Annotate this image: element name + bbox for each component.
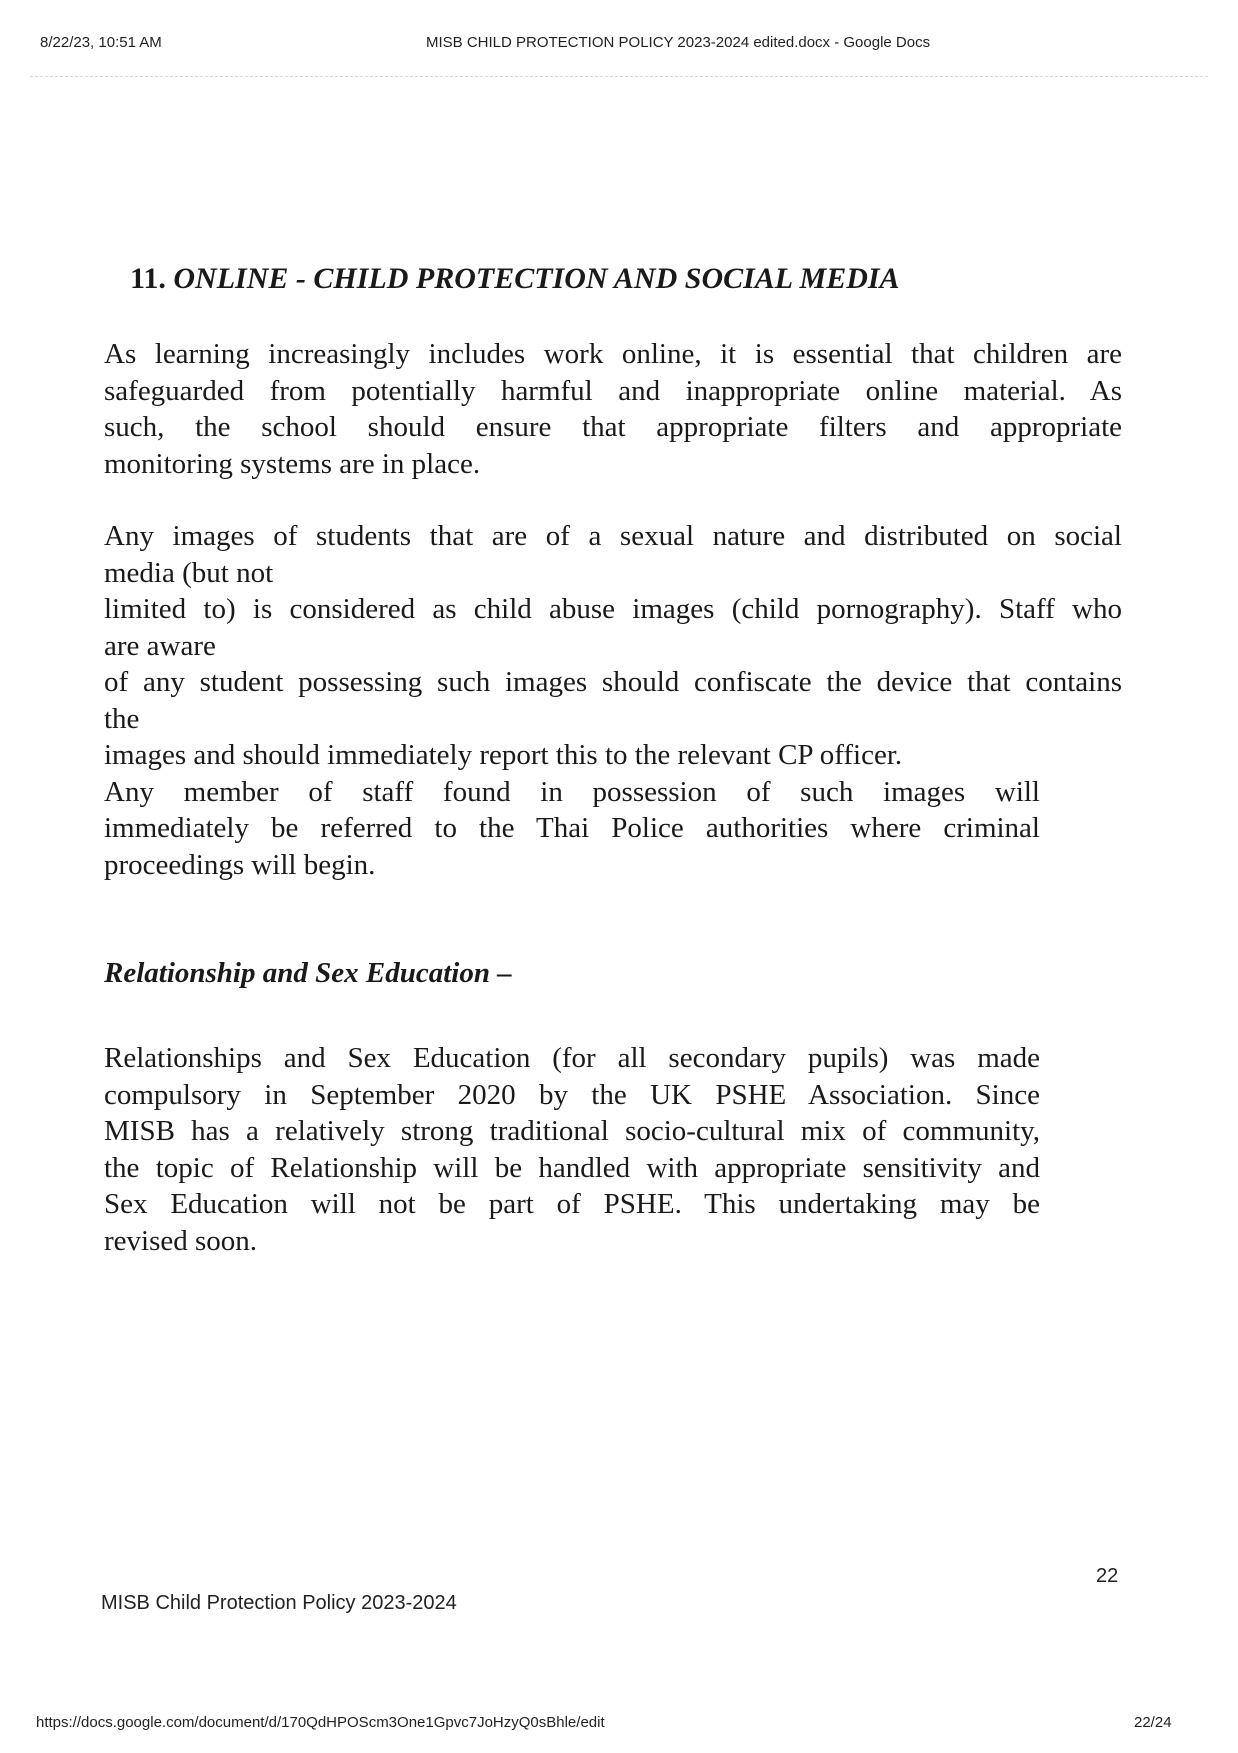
text-line: the	[104, 702, 140, 735]
text-line: As learning increasingly includes work online, it is essential that children are	[104, 338, 1122, 370]
text-line: Any images of students that are of a sexual nature and distributed on social	[104, 520, 1122, 552]
text-line: compulsory in September 2020 by the UK PSHE Association. Since	[104, 1078, 1040, 1111]
print-url: https://docs.google.com/document/d/170QdHPOScm3One1Gpvc7JoHzyQ0sBhle/edit	[36, 1714, 605, 1731]
text-line: media (but not	[104, 556, 274, 589]
section-number: 11.	[130, 262, 166, 295]
page-number: 22	[1096, 1565, 1119, 1587]
text-line: Any member of staff found in possession of such images will	[104, 775, 1040, 808]
text-line: are aware	[104, 629, 216, 662]
paragraph-rse	[104, 1040, 1040, 1259]
text-line: monitoring systems are in place.	[104, 447, 481, 480]
text-line: Relationships and Sex Education (for all secondary pupils) was made	[104, 1042, 1040, 1074]
text-line: immediately be referred to the Thai Police authorities where criminal	[104, 812, 1040, 844]
text-line: the topic of Relationship will be handled with appropriate sensitivity and	[104, 1151, 1040, 1184]
section-title: ONLINE - CHILD PROTECTION AND SOCIAL MEDIA	[173, 262, 900, 295]
section-heading	[130, 262, 900, 296]
text-line: Sex Education will not be part of PSHE. This undertaking may be	[104, 1188, 1040, 1220]
text-line: MISB has a relatively strong traditional socio-cultural mix of community,	[104, 1115, 1040, 1147]
text-line: proceedings will begin.	[104, 848, 376, 881]
print-page-title: MISB CHILD PROTECTION POLICY 2023-2024 edited.docx - Google Docs	[426, 34, 931, 51]
header-divider	[30, 76, 1208, 77]
text-line: safeguarded from potentially harmful and inappropriate online material. As	[104, 374, 1122, 407]
text-line: limited to) is considered as child abuse images (child pornography). Staff who	[104, 593, 1122, 625]
print-datetime: 8/22/23, 10:51 AM	[40, 34, 162, 51]
print-page-counter: 22/24	[1134, 1714, 1172, 1731]
footer-document-title: MISB Child Protection Policy 2023-2024	[101, 1592, 457, 1614]
text-line: revised soon.	[104, 1224, 258, 1257]
subheading-rse: Relationship and Sex Education –	[104, 957, 512, 989]
text-line: of any student possessing such images should confiscate the device that contains	[104, 666, 1122, 698]
paragraph-online-safety	[104, 336, 1122, 482]
paragraph-images-policy	[104, 518, 1122, 883]
text-line: images and should immediately report this to the relevant CP officer.	[104, 739, 903, 771]
text-line: such, the school should ensure that appropriate filters and appropriate	[104, 411, 1122, 443]
